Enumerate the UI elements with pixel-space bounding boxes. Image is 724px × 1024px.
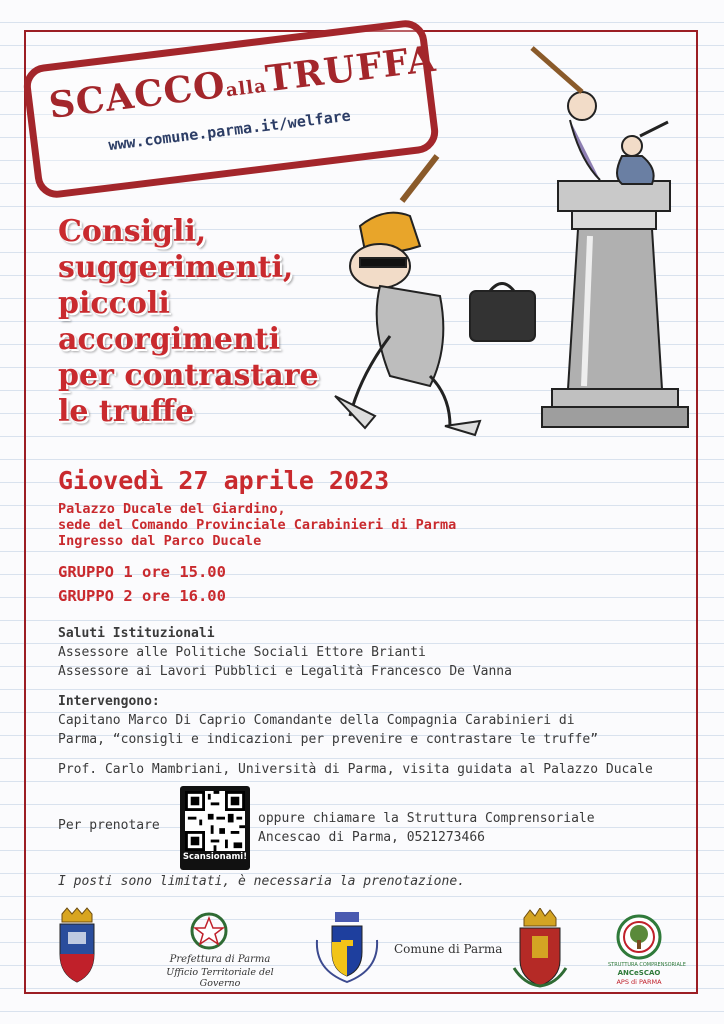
main-headline [58,214,398,430]
intervengono-section [58,692,653,779]
ancescao-tree-icon [616,914,662,960]
ancescao-name: ANCeSCAO [617,969,661,977]
welfare-url[interactable]: www.comune.parma.it/welfare [107,106,352,155]
ancescao-aps: APS di PARMA [616,978,662,986]
saluti-section [58,624,512,681]
headline-line: per contrastare [58,358,319,393]
intervengono-line: Parma, “consigli e indicazioni per prevenire e contrastare le truffe” [58,732,599,747]
booking-qr-code[interactable] [180,786,250,870]
qr-icon [185,791,245,851]
prefettura-office: Ufficio Territoriale del Governo [166,967,274,989]
prefettura-logo [145,912,295,987]
saluti-title: Saluti Istituzionali [58,626,215,641]
prefettura-name: Prefettura di Parma [169,954,271,965]
qr-caption: Scansionami! [182,852,248,862]
carabinieri-logo [52,906,102,986]
defender-figures [532,48,668,184]
stamp-word-alla: alla [224,75,269,102]
event-date: Giovedì 27 aprile 2023 [58,466,390,495]
headline-line: accorgimenti [58,322,281,357]
polizia-logo [510,908,570,988]
headline-line: suggerimenti, [58,250,294,285]
saluti-line: Assessore alle Politiche Sociali Ettore Brianti [58,645,426,660]
parma-crest-icon [312,910,382,985]
headline-line: le truffe [58,394,195,429]
ancescao-structure: STRUTTURA COMPRENSORIALE [608,962,686,968]
booking-alt-line: oppure chiamare la Struttura Comprensoriale [258,811,595,826]
intervengono-extra: Prof. Carlo Mambriani, Università di Parma, visita guidata al Palazzo Ducale [58,762,653,777]
booking-alternative [258,809,595,847]
polizia-crest-icon [510,908,570,988]
carabinieri-crest-icon [52,906,102,986]
group-time: GRUPPO 1 ore 15.00 [58,563,226,581]
venue-line: Palazzo Ducale del Giardino, [58,501,286,517]
booking-label: Per prenotare [58,818,160,833]
event-venue [58,501,456,549]
limited-seats-notice: I posti sono limitati, è necessaria la prenotazione. [58,874,465,889]
group-time: GRUPPO 2 ore 16.00 [58,587,226,605]
italian-emblem-icon [190,912,228,950]
intervengono-line: Capitano Marco Di Caprio Comandante della Compagnia Carabinieri di [58,713,575,728]
stamp-word-scacco: SCACCO [46,63,228,127]
ancescao-logo [608,914,686,992]
comune-name: Comune di Parma [394,942,503,956]
stamp-word-truffa: TRUFFA [263,37,439,101]
intervengono-title: Intervengono: [58,694,160,709]
chess-rook [542,181,688,427]
venue-line: Ingresso dal Parco Ducale [58,533,262,549]
booking-phone: Ancescao di Parma, 0521273466 [258,830,485,845]
comune-parma-logo [312,910,503,985]
event-groups [58,560,226,608]
venue-line: sede del Comando Provinciale Carabinieri di Parma [58,517,457,533]
headline-line: piccoli [58,286,170,321]
saluti-line: Assessore ai Lavori Pubblici e Legalità Francesco De Vanna [58,664,512,679]
headline-line: Consigli, [58,214,207,249]
